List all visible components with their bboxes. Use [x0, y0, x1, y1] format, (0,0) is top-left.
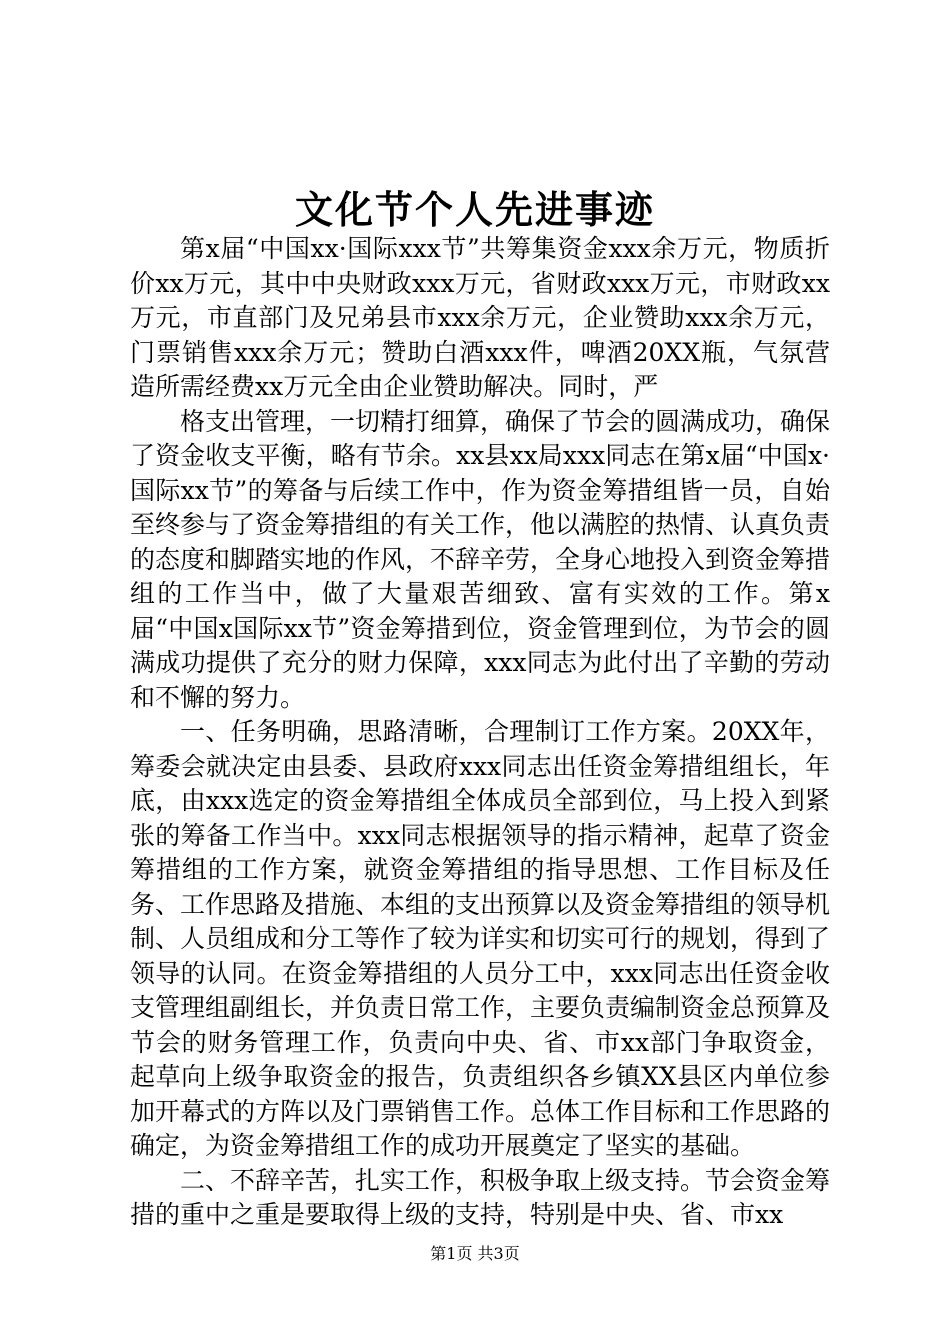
paragraph-expenditure: 格支出管理，一切精打细算，确保了节会的圆满成功，确保了资金收支平衡，略有节余。xx县xx局xxx同志在第x届“中国x·国际xx节”的筹备与后续工作中，作为资金筹措组皆一员，自始至终参与了资金筹措组的有关工作，他以满腔的热情、认真负责的态度和脚踏实地的作风，不辞辛劳，全身心地投入到资金筹措组的工作当中，做了大量艰苦细致、富有实效的工作。第x届“中国x国际xx节”资金筹措到位，资金管理到位，为节会的圆满成功提供了充分的财力保障，xxx同志为此付出了辛勤的劳动和不懈的努力。 [130, 406, 831, 712]
paragraph-intro: 第x届“中国xx·国际xxx节”共筹集资金xxx余万元，物质折价xx万元，其中中央财政xxx万元，省财政xxx万元，市财政xx万元，市直部门及兄弟县市xxx余万元，企业赞助xxx余万元，门票销售xxx余万元；赞助白酒xxx件，啤酒20XX瓶，气氛营造所需经费xx万元全由企业赞助解决。同时，严 [130, 234, 830, 401]
document-title: 文化节个人先进事迹 [294, 187, 655, 232]
paragraph-section-one: 一、任务明确，思路清晰，合理制订工作方案。20XX年，筹委会就决定由县委、县政府xxx同志出任资金筹措组组长，年底，由xxx选定的资金筹措组全体成员全部到位，马上投入到紧张的筹备工作当中。xxx同志根据领导的指示精神，起草了资金筹措组的工作方案，就资金筹措组的指导思想、工作目标及任务、工作思路及措施、本组的支出预算以及资金筹措组的领导机制、人员组成和分工等作了较为详实和切实可行的规划，得到了领导的认同。在资金筹措组的人员分工中，xxx同志出任资金收支管理组副组长，并负责日常工作，主要负责编制资金总预算及节会的财务管理工作，负责向中央、省、市xx部门争取资金，起草向上级争取资金的报告，负责组织各乡镇XX县区内单位参加开幕式的方阵以及门票销售工作。总体工作目标和工作思路的确定，为资金筹措组工作的成功开展奠定了坚实的基础。 [130, 717, 831, 1160]
page-number-footer: 第1页 共3页 [430, 1244, 520, 1263]
document-body [130, 232, 830, 1233]
paragraph-section-two: 二、不辞辛苦，扎实工作，积极争取上级支持。节会资金筹措的重中之重是要取得上级的支持，特别是中央、省、市xx [130, 1165, 831, 1229]
